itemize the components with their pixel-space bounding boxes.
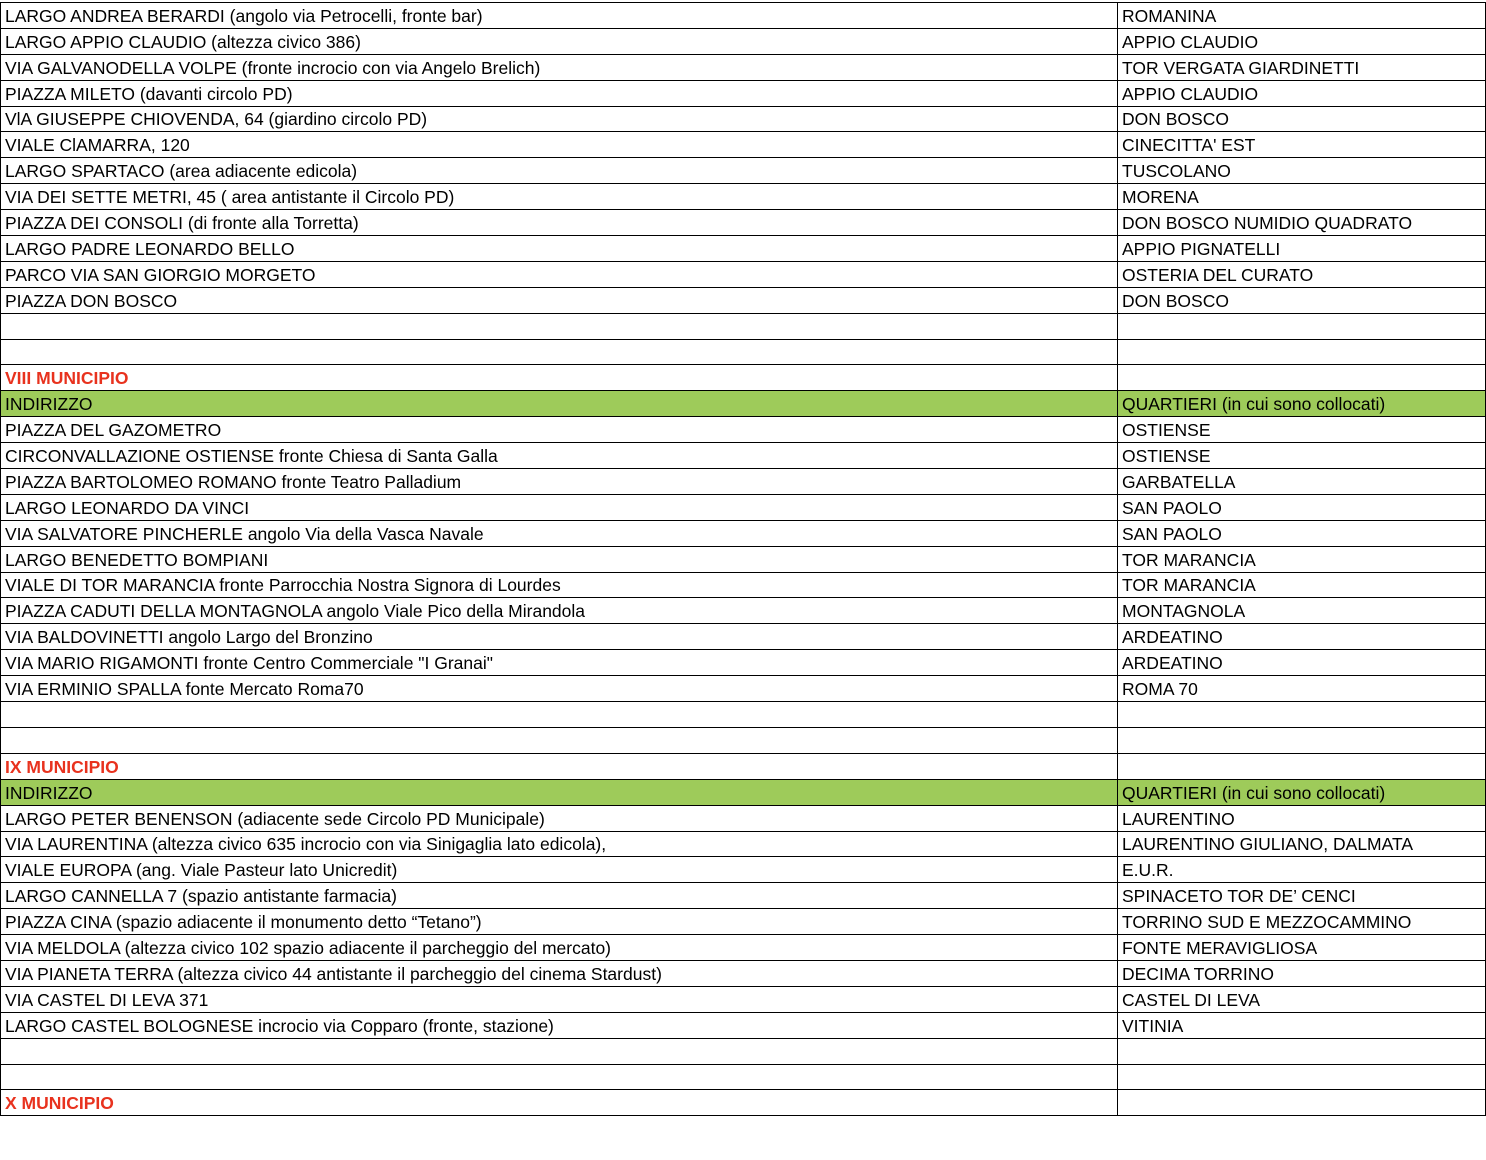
address-cell[interactable]	[1, 339, 1118, 365]
empty-row	[1, 702, 1486, 728]
address-cell[interactable]: VIA PIANETA TERRA (altezza civico 44 antistante il parcheggio del cinema Stardust)	[1, 960, 1118, 986]
table-row	[1, 935, 1486, 961]
table-row	[1, 676, 1486, 702]
quarter-cell[interactable]: ARDEATINO	[1118, 650, 1486, 676]
table-row	[1, 624, 1486, 650]
table-row	[1, 80, 1486, 106]
quarter-cell[interactable]	[1118, 702, 1486, 728]
quarter-cell[interactable]: MONTAGNOLA	[1118, 598, 1486, 624]
quarter-cell[interactable]: SAN PAOLO	[1118, 494, 1486, 520]
table-row	[1, 831, 1486, 857]
address-cell[interactable]: LARGO PADRE LEONARDO BELLO	[1, 236, 1118, 262]
address-cell[interactable]: PIAZZA DEL GAZOMETRO	[1, 417, 1118, 443]
address-cell[interactable]: PIAZZA BARTOLOMEO ROMANO fronte Teatro Palladium	[1, 469, 1118, 495]
quarter-cell[interactable]	[1118, 365, 1486, 391]
address-cell[interactable]: LARGO BENEDETTO BOMPIANI	[1, 546, 1118, 572]
quarter-cell[interactable]	[1118, 339, 1486, 365]
table-row	[1, 210, 1486, 236]
table-row	[1, 883, 1486, 909]
section-title-row	[1, 1090, 1486, 1116]
quarter-cell[interactable]: APPIO PIGNATELLI	[1118, 236, 1486, 262]
table-row	[1, 106, 1486, 132]
quarter-cell[interactable]: MORENA	[1118, 184, 1486, 210]
address-cell[interactable]: VIALE ClAMARRA, 120	[1, 132, 1118, 158]
quarter-cell[interactable]: DON BOSCO	[1118, 287, 1486, 313]
table-row	[1, 3, 1486, 29]
table-row	[1, 1012, 1486, 1038]
table-row	[1, 28, 1486, 54]
address-cell[interactable]	[1, 727, 1118, 753]
address-cell[interactable]: LARGO CANNELLA 7 (spazio antistante farmacia)	[1, 883, 1118, 909]
quarter-cell[interactable]: LAURENTINO	[1118, 805, 1486, 831]
address-cell[interactable]: PIAZZA DEI CONSOLI (di fronte alla Torretta)	[1, 210, 1118, 236]
quarter-cell[interactable]: ROMA 70	[1118, 676, 1486, 702]
table-row	[1, 909, 1486, 935]
table-row	[1, 443, 1486, 469]
empty-row	[1, 339, 1486, 365]
quarter-cell[interactable]	[1118, 313, 1486, 339]
quarter-cell[interactable]: DON BOSCO NUMIDIO QUADRATO	[1118, 210, 1486, 236]
quarter-cell[interactable]: LAURENTINO GIULIANO, DALMATA	[1118, 831, 1486, 857]
table-row	[1, 132, 1486, 158]
table-row	[1, 650, 1486, 676]
quarter-cell[interactable]: TOR VERGATA GIARDINETTI	[1118, 54, 1486, 80]
address-cell[interactable]: PARCO VIA SAN GIORGIO MORGETO	[1, 261, 1118, 287]
address-cell[interactable]: VIA BALDOVINETTI angolo Largo del Bronzino	[1, 624, 1118, 650]
address-cell[interactable]	[1, 702, 1118, 728]
address-cell[interactable]: LARGO APPIO CLAUDIO (altezza civico 386)	[1, 28, 1118, 54]
table-row	[1, 520, 1486, 546]
quarter-cell[interactable]: OSTIENSE	[1118, 443, 1486, 469]
empty-row	[1, 1064, 1486, 1090]
column-header-row	[1, 391, 1486, 417]
address-cell[interactable]: VIA MARIO RIGAMONTI fronte Centro Commerciale "I Granai"	[1, 650, 1118, 676]
quarter-cell[interactable]: E.U.R.	[1118, 857, 1486, 883]
table-row	[1, 236, 1486, 262]
address-cell[interactable]: CIRCONVALLAZIONE OSTIENSE fronte Chiesa di Santa Galla	[1, 443, 1118, 469]
table-row	[1, 857, 1486, 883]
empty-row	[1, 1038, 1486, 1064]
address-cell[interactable]: LARGO PETER BENENSON (adiacente sede Circolo PD Municipale)	[1, 805, 1118, 831]
table-row	[1, 986, 1486, 1012]
quarter-cell[interactable]: SAN PAOLO	[1118, 520, 1486, 546]
quarter-cell[interactable]	[1118, 1038, 1486, 1064]
quarter-cell[interactable]: APPIO CLAUDIO	[1118, 80, 1486, 106]
address-cell[interactable]	[1, 313, 1118, 339]
address-cell[interactable]: PIAZZA DON BOSCO	[1, 287, 1118, 313]
address-cell[interactable]: LARGO CASTEL BOLOGNESE incrocio via Copparo (fronte, stazione)	[1, 1012, 1118, 1038]
address-cell[interactable]: PIAZZA CINA (spazio adiacente il monumento detto “Tetano”)	[1, 909, 1118, 935]
header-cell-indirizzo[interactable]: INDIRIZZO	[1, 391, 1118, 417]
table-row	[1, 572, 1486, 598]
address-cell[interactable]	[1, 1038, 1118, 1064]
quarter-cell[interactable]: TUSCOLANO	[1118, 158, 1486, 184]
table-row	[1, 469, 1486, 495]
column-header-row	[1, 779, 1486, 805]
quarter-cell[interactable]: OSTIENSE	[1118, 417, 1486, 443]
quarter-cell[interactable]: FONTE MERAVIGLIOSA	[1118, 935, 1486, 961]
quarter-cell[interactable]: APPIO CLAUDIO	[1118, 28, 1486, 54]
header-cell-indirizzo[interactable]: INDIRIZZO	[1, 779, 1118, 805]
quarter-cell[interactable]: ROMANINA	[1118, 3, 1486, 29]
quarter-cell[interactable]	[1118, 1064, 1486, 1090]
table-row	[1, 184, 1486, 210]
quarter-cell[interactable]: DON BOSCO	[1118, 106, 1486, 132]
address-cell[interactable]: VIA ERMINIO SPALLA fonte Mercato Roma70	[1, 676, 1118, 702]
table-row	[1, 805, 1486, 831]
section-title-row	[1, 365, 1486, 391]
address-cell[interactable]: VIALE DI TOR MARANCIA fronte Parrocchia Nostra Signora di Lourdes	[1, 572, 1118, 598]
header-cell-quartieri[interactable]: QUARTIERI (in cui sono collocati)	[1118, 391, 1486, 417]
address-cell[interactable]: VIALE EUROPA (ang. Viale Pasteur lato Unicredit)	[1, 857, 1118, 883]
address-cell[interactable]: LARGO LEONARDO DA VINCI	[1, 494, 1118, 520]
address-cell[interactable]: PIAZZA CADUTI DELLA MONTAGNOLA angolo Viale Pico della Mirandola	[1, 598, 1118, 624]
empty-row	[1, 727, 1486, 753]
header-cell-quartieri[interactable]: QUARTIERI (in cui sono collocati)	[1118, 779, 1486, 805]
table-row	[1, 494, 1486, 520]
quarter-cell[interactable]: CASTEL DI LEVA	[1118, 986, 1486, 1012]
quarter-cell[interactable]: VITINIA	[1118, 1012, 1486, 1038]
address-cell[interactable]: LARGO SPARTACO (area adiacente edicola)	[1, 158, 1118, 184]
address-cell[interactable]: VIA DEI SETTE METRI, 45 ( area antistante il Circolo PD)	[1, 184, 1118, 210]
municipio-title-cell[interactable]: VIII MUNICIPIO	[1, 365, 1118, 391]
address-cell[interactable]: VIA GALVANODELLA VOLPE (fronte incrocio con via Angelo Brelich)	[1, 54, 1118, 80]
quarter-cell[interactable]: TOR MARANCIA	[1118, 572, 1486, 598]
address-cell[interactable]: PIAZZA MILETO (davanti circolo PD)	[1, 80, 1118, 106]
quarter-cell[interactable]: CINECITTA' EST	[1118, 132, 1486, 158]
table-row	[1, 54, 1486, 80]
empty-row	[1, 313, 1486, 339]
quarter-cell[interactable]: ARDEATINO	[1118, 624, 1486, 650]
quarter-cell[interactable]	[1118, 753, 1486, 779]
address-cell[interactable]: LARGO ANDREA BERARDI (angolo via Petrocelli, fronte bar)	[1, 3, 1118, 29]
address-cell[interactable]: VIA LAURENTINA (altezza civico 635 incrocio con via Sinigaglia lato edicola),	[1, 831, 1118, 857]
address-cell[interactable]: VIA MELDOLA (altezza civico 102 spazio adiacente il parcheggio del mercato)	[1, 935, 1118, 961]
table-row	[1, 261, 1486, 287]
quarter-cell[interactable]: TOR MARANCIA	[1118, 546, 1486, 572]
table-row	[1, 960, 1486, 986]
address-cell[interactable]	[1, 1064, 1118, 1090]
quarter-cell[interactable]	[1118, 727, 1486, 753]
municipio-title-cell[interactable]: IX MUNICIPIO	[1, 753, 1118, 779]
section-title-row	[1, 753, 1486, 779]
quarter-cell[interactable]: TORRINO SUD E MEZZOCAMMINO	[1118, 909, 1486, 935]
table-row	[1, 546, 1486, 572]
spreadsheet-body	[1, 3, 1486, 1116]
table-row	[1, 287, 1486, 313]
quarter-cell[interactable]: SPINACETO TOR DE’ CENCI	[1118, 883, 1486, 909]
quarter-cell[interactable]: OSTERIA DEL CURATO	[1118, 261, 1486, 287]
quarter-cell[interactable]: DECIMA TORRINO	[1118, 960, 1486, 986]
quarter-cell[interactable]	[1118, 1090, 1486, 1116]
table-row	[1, 598, 1486, 624]
table-row	[1, 417, 1486, 443]
municipio-title-cell[interactable]: X MUNICIPIO	[1, 1090, 1118, 1116]
table-row	[1, 158, 1486, 184]
spreadsheet-table	[0, 2, 1486, 1116]
quarter-cell[interactable]: GARBATELLA	[1118, 469, 1486, 495]
address-cell[interactable]: VlA GIUSEPPE CHIOVENDA, 64 (giardino circolo PD)	[1, 106, 1118, 132]
address-cell[interactable]: VIA SALVATORE PINCHERLE angolo Via della Vasca Navale	[1, 520, 1118, 546]
address-cell[interactable]: VIA CASTEL DI LEVA 371	[1, 986, 1118, 1012]
